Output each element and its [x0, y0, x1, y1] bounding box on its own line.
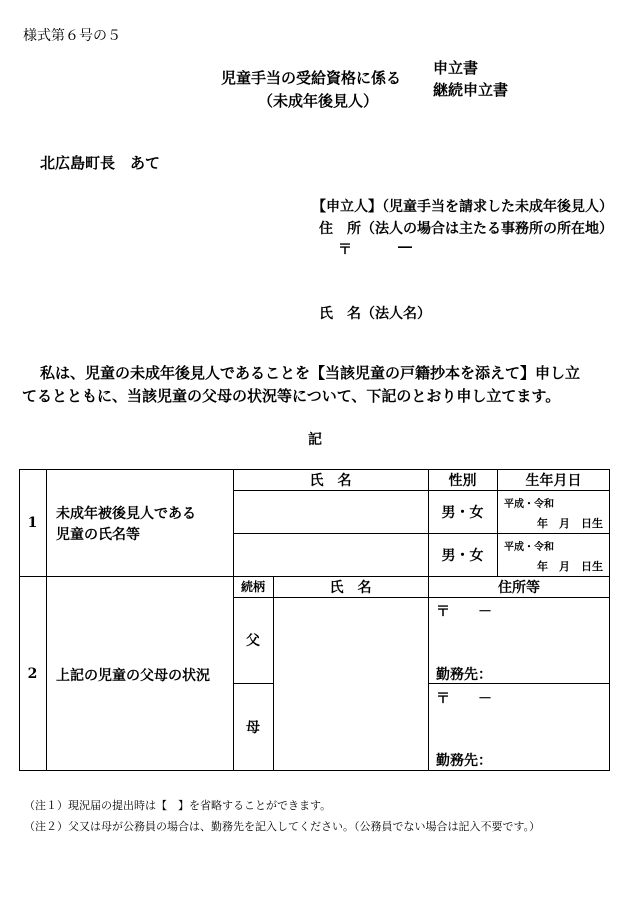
statement-line2: てるとともに、当該児童の父母の状況等について、下記のとおり申し立てます。 [22, 387, 561, 405]
title-option-application: 申立書 [433, 59, 479, 77]
relation-father: 父 [246, 633, 260, 649]
father-postal[interactable]: 〒 － [436, 604, 492, 620]
title-line2: （未成年後見人） [258, 92, 379, 110]
father-name-field[interactable] [273, 597, 428, 683]
title-option-continued: 継続申立書 [433, 81, 509, 99]
child1-name-field[interactable] [233, 490, 428, 533]
section2-number: 2 [27, 665, 38, 682]
addressee: 北広島町長 あて [40, 154, 161, 172]
applicant-heading: 【申立人】（児童手当を請求した未成年後見人） [312, 199, 613, 215]
child2-date-suffix[interactable]: 年 月 日生 [537, 560, 603, 573]
ki-heading: 記 [308, 432, 322, 448]
header-dob: 生年月日 [525, 472, 582, 489]
note-2: （注２）父又は母が公務員の場合は、勤務先を記入してください。（公務員でない場合は記入不要です。） [24, 820, 541, 833]
header-child-name: 氏 名 [309, 472, 352, 489]
header-relation: 続柄 [240, 580, 265, 594]
title-line1: 児童手当の受給資格に係る [221, 69, 402, 87]
child1-date-suffix[interactable]: 年 月 日生 [537, 517, 603, 530]
header-sex: 性別 [448, 472, 477, 489]
relation-mother: 母 [246, 720, 260, 736]
note-1: （注１）現況届の提出時は【 】を省略することができます。 [24, 799, 332, 812]
child1-era: 平成・令和 [504, 499, 554, 510]
section1-number: 1 [27, 514, 38, 531]
mother-postal[interactable]: 〒 － [436, 691, 492, 707]
child2-era: 平成・令和 [504, 542, 554, 553]
form-number: 様式第６号の５ [23, 28, 121, 44]
applicant-name-label: 氏 名（法人名） [319, 306, 431, 322]
father-workplace-label[interactable]: 勤務先： [436, 667, 492, 683]
section1-label-line1: 未成年被後見人である [56, 506, 196, 522]
header-parent-name: 氏 名 [329, 579, 372, 596]
child2-sex-choice[interactable]: 男・女 [441, 547, 484, 564]
postal-dash: ― [398, 239, 412, 255]
section1-label-line2: 児童の氏名等 [56, 527, 140, 543]
header-address: 住所等 [498, 579, 540, 596]
mother-name-field[interactable] [273, 683, 428, 771]
postal-mark: 〒 [338, 242, 352, 258]
mother-workplace-label[interactable]: 勤務先： [436, 753, 492, 769]
child1-sex-choice[interactable]: 男・女 [441, 504, 484, 521]
child2-name-field[interactable] [233, 533, 428, 576]
statement-line1: 私は、児童の未成年後見人であることを【当該児童の戸籍抄本を添えて】申し立 [40, 364, 581, 382]
section2-label: 上記の児童の父母の状況 [56, 668, 210, 684]
applicant-address-label: 住 所（法人の場合は主たる事務所の所在地） [319, 221, 613, 237]
